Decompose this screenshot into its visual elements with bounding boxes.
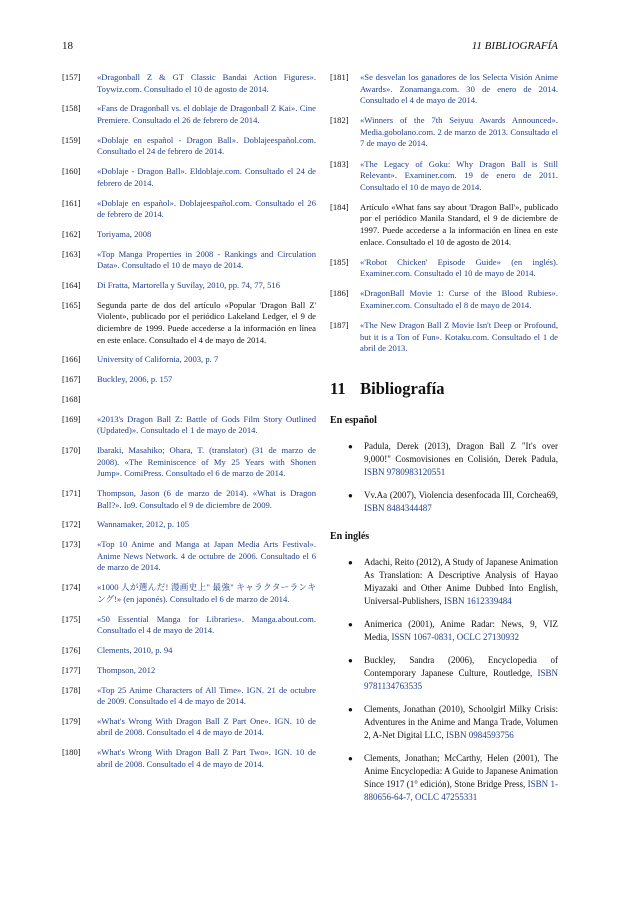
reference-text[interactable]: Toriyama, 2008 — [97, 228, 152, 239]
bibliography-text: Adachi, Reito (2012), A Study of Japanese Animation As Translation: A Descriptive Analysis of Hayao Miyazaki and Other Anime Dubbed Into English, Universal-Publishers, — [364, 556, 558, 606]
bibliography-entry — [330, 556, 558, 608]
reference-number: [161] — [62, 197, 81, 208]
reference-text[interactable]: «'Robot Chicken' Episode Guide» (en inglés). Examiner.com. Consultado el 10 de mayo de 2014. — [360, 256, 558, 279]
right-column — [330, 72, 558, 814]
reference-item — [62, 519, 316, 531]
bibliography-text: Vv.Aa (2007), Violencia desenfocada III, Corchea69, — [364, 489, 558, 500]
reference-text[interactable]: «50 Essential Manga for Libraries». Manga.about.com. Consultado el 4 de mayo de 2014. — [97, 613, 316, 636]
reference-number: [171] — [62, 488, 81, 499]
subheading-english: En inglés — [330, 530, 370, 542]
bibliography-text: Clements, Jonathan; McCarthy, Helen (2001), The Anime Encyclopedia: A Guide to Japanese Animation Since 1917 (1° edición), Stone Bridge Press, — [364, 752, 558, 789]
bibliography-entry — [330, 752, 558, 804]
reference-text[interactable]: «The New Dragon Ball Z Movie Isn't Deep or Profound, but it is a Ton of Fun». Kotaku.com. Consultado el 1 de abril de 2013. — [360, 320, 558, 354]
section-number: 11 — [330, 378, 346, 398]
reference-item — [62, 645, 316, 657]
reference-number: [165] — [62, 299, 81, 310]
bibliography-english-list — [330, 556, 558, 804]
reference-number: [162] — [62, 228, 81, 239]
reference-item — [62, 354, 316, 366]
reference-text[interactable]: «Doblaje en español - Dragon Ball». Doblajeespañol.com. Consultado el 24 de febrero de 2014. — [97, 134, 316, 157]
reference-list-continued — [330, 72, 558, 355]
bullet-icon: ● — [348, 490, 353, 500]
isbn-link[interactable]: ISBN 8484344487 — [364, 502, 432, 513]
bibliography-text: Buckley, Sandra (2006), Encyclopedia of Contemporary Japanese Culture, Routledge, — [364, 654, 558, 678]
reference-number: [174] — [62, 582, 81, 593]
reference-text[interactable]: «The Legacy of Goku: Why Dragon Ball is Still Relevant». Examiner.com. 19 de enero de 2011. Consultado el 10 de mayo de 2014. — [360, 158, 558, 192]
reference-text[interactable]: «Top 25 Anime Characters of All Time». IGN. 21 de octubre de 2009. Consultado el 4 de mayo de 2014. — [97, 684, 316, 707]
bibliography-entry — [330, 618, 558, 644]
reference-text[interactable]: «2013's Dragon Ball Z: Battle of Gods Film Story Outlined (Updated)». Consultado el 1 de mayo de 2014. — [97, 413, 316, 436]
reference-text[interactable]: «Dragonball Z & GT Classic Bandai Action Figures». Toywiz.com. Consultado el 10 de agosto de 2014. — [97, 72, 316, 94]
reference-number: [168] — [62, 393, 81, 404]
section-title: Bibliografía — [360, 378, 445, 398]
reference-number: [160] — [62, 166, 81, 177]
page-header — [62, 40, 558, 56]
reference-number: [175] — [62, 613, 81, 624]
reference-number: [158] — [62, 103, 81, 114]
reference-number: [186] — [330, 288, 349, 299]
reference-item — [62, 685, 316, 708]
reference-text[interactable]: «Fans de Dragonball vs. el doblaje de Dragonball Z Kai». Cine Premiere. Consultado el 26 de febrero de 2014. — [97, 103, 316, 125]
reference-number: [170] — [62, 445, 81, 456]
bibliography-entry — [330, 654, 558, 693]
reference-number: [177] — [62, 664, 81, 675]
reference-item — [62, 374, 316, 386]
isbn-link[interactable]: ISBN 0984593756 — [446, 729, 514, 740]
reference-item — [62, 103, 316, 126]
reference-number: [183] — [330, 158, 349, 169]
reference-item — [62, 300, 316, 346]
bibliography-entry — [330, 489, 558, 515]
reference-text[interactable]: «Doblaje en español». Doblajeespañol.com. Consultado el 26 de febrero de 2014. — [97, 197, 316, 220]
reference-number: [173] — [62, 539, 81, 550]
reference-number: [185] — [330, 256, 349, 267]
reference-text[interactable]: Segunda parte de dos del artículo «Popular 'Dragon Ball Z' Violent», publicado por el periódico Lakeland Ledger, el 9 de diciembre de 1999. Puede accederse a la información en línea en este enlace. Consultado el 4 de mayo de 2014. — [97, 299, 316, 345]
reference-number: [180] — [62, 747, 81, 758]
isbn-link[interactable]: ISSN 1067-0831, OCLC 27130932 — [391, 631, 520, 642]
reference-text[interactable]: «1000 人が選んだ! 漫画史上" 最強" キャラクターランキング!» (en japonés). Consultado el 6 de marzo de 2014. — [97, 582, 316, 604]
reference-number: [164] — [62, 280, 81, 291]
reference-number: [163] — [62, 248, 81, 259]
reference-number: [167] — [62, 374, 81, 385]
isbn-link[interactable]: ISBN 9780983120551 — [364, 466, 446, 477]
reference-text[interactable]: University of California, 2003, p. 7 — [97, 354, 219, 365]
left-column — [62, 72, 316, 779]
bibliography-entry — [330, 440, 558, 479]
reference-text[interactable]: «Winners of the 7th Seiyuu Awards Announced». Media.gobolano.com. 2 de marzo de 2013. Consultado el 7 de mayo de 2014. — [360, 115, 558, 149]
reference-text[interactable]: «DragonBall Movie 1: Curse of the Blood Rubies». Examiner.com. Consultado el 8 de mayo de 2014. — [360, 288, 558, 310]
reference-text[interactable]: «Top Manga Properties in 2008 - Rankings and Circulation Data». Consultado el 10 de mayo de 2014. — [97, 248, 316, 271]
reference-text[interactable]: Artículo «What fans say about 'Dragon Ball'», publicado por el periódico Manila Standard, el 9 de diciembre de 1997. Puede accederse a la información en línea en este enlace. Consultado el 10 de agosto de 2014. — [360, 201, 558, 247]
reference-number: [159] — [62, 134, 81, 145]
reference-text[interactable]: Wannamaker, 2012, p. 105 — [97, 519, 190, 530]
bibliography-text: Animerica (2001), Anime Radar: News, 9, VIZ Media, — [364, 618, 558, 642]
isbn-link[interactable]: ISBN 9781134763535 — [364, 667, 559, 691]
bibliography-text: Clements, Jonathan (2010), Schoolgirl Milky Crisis: Adventures in the Anime and Manga Trade, Volumen 2, A-Net Digital LLC, — [364, 703, 558, 740]
reference-number: [181] — [330, 72, 349, 82]
bibliography-spanish-list — [330, 440, 558, 515]
reference-number: [179] — [62, 715, 81, 726]
bullet-icon: ● — [348, 619, 353, 629]
reference-item — [330, 257, 558, 280]
reference-number: [176] — [62, 644, 81, 655]
reference-item — [62, 135, 316, 158]
reference-item — [62, 394, 316, 406]
reference-item — [62, 488, 316, 511]
reference-item — [330, 320, 558, 355]
reference-text[interactable]: Buckley, 2006, p. 157 — [97, 374, 173, 385]
reference-item — [330, 159, 558, 194]
reference-item — [62, 747, 316, 770]
reference-item — [330, 288, 558, 311]
reference-text[interactable]: Di Fratta, Martorella y Suvilay, 2010, pp. 74, 77, 516 — [97, 280, 280, 291]
reference-text[interactable]: Thompson, Jason (6 de marzo de 2014). «What is Dragon Ball?». Io9. Consultado el 9 de diciembre de 2009. — [97, 488, 316, 510]
reference-item — [62, 229, 316, 241]
reference-item — [62, 249, 316, 272]
page-number: 18 — [62, 40, 73, 52]
bullet-icon: ● — [348, 557, 353, 567]
reference-number: [184] — [330, 201, 349, 212]
reference-text[interactable]: «Se desvelan los ganadores de los Selecta Visión Anime Awards». Zonamanga.com. 30 de enero de 2014. Consultado el 4 de mayo de 2014. — [360, 72, 558, 106]
reference-item — [62, 716, 316, 739]
subheading-spanish: En español — [330, 414, 377, 426]
isbn-link[interactable]: ISBN 1-880656-64-7, OCLC 47255331 — [364, 778, 559, 802]
reference-text[interactable]: «What's Wrong With Dragon Ball Z Part One». IGN. 10 de abril de 2008. Consultado el 4 de mayo de 2014. — [97, 715, 316, 738]
reference-number: [182] — [330, 115, 349, 126]
reference-item — [62, 539, 316, 574]
reference-number: [178] — [62, 684, 81, 695]
reference-text[interactable] — [97, 394, 316, 406]
reference-text[interactable]: «What's Wrong With Dragon Ball Z Part Two». IGN. 10 de abril de 2008. Consultado el 4 de mayo de 2014. — [97, 747, 316, 769]
reference-item — [62, 72, 316, 95]
bullet-icon: ● — [348, 441, 353, 451]
reference-number: [157] — [62, 72, 81, 82]
reference-number: [166] — [62, 354, 81, 365]
isbn-link[interactable]: ISBN 1612339484 — [444, 595, 512, 606]
bibliography-text: Padula, Derek (2013), Dragon Ball Z "It's over 9,000!" Cosmovisiones en Colisión, Derek Padula, — [364, 440, 558, 464]
reference-text[interactable]: Ibaraki, Masahiko; Ohara, T. (translator) (31 de marzo de 2008). «The Reminiscence of My 25 Years with Shonen Jump». ComiPress. Consultado el 6 de marzo de 2014. — [97, 445, 316, 479]
reference-number: [169] — [62, 413, 81, 424]
reference-number: [187] — [330, 320, 349, 331]
bullet-icon: ● — [348, 655, 353, 665]
bullet-icon: ● — [348, 704, 353, 714]
reference-number: [172] — [62, 519, 81, 530]
reference-text[interactable]: «Doblaje - Dragon Ball». Eldoblaje.com. Consultado el 24 de febrero de 2014. — [97, 166, 316, 188]
reference-item — [62, 582, 316, 605]
reference-item — [330, 115, 558, 150]
reference-item — [62, 445, 316, 480]
reference-item — [62, 614, 316, 637]
reference-item — [330, 202, 558, 248]
reference-item — [62, 198, 316, 221]
reference-item — [62, 414, 316, 437]
section-heading — [330, 379, 558, 399]
reference-text[interactable]: Clements, 2010, p. 94 — [97, 644, 173, 655]
reference-item — [62, 166, 316, 189]
reference-item — [330, 72, 558, 107]
running-title: 11 BIBLIOGRAFÍA — [471, 40, 558, 52]
reference-item — [62, 280, 316, 292]
reference-item — [62, 665, 316, 677]
bibliography-entry — [330, 703, 558, 742]
bullet-icon: ● — [348, 753, 353, 763]
reference-text[interactable]: Thompson, 2012 — [97, 664, 156, 675]
reference-text[interactable]: «Top 10 Anime and Manga at Japan Media Arts Festival». Anime News Network. 4 de octubre de 2006. Consultado el 6 de marzo de 2014. — [97, 539, 316, 573]
